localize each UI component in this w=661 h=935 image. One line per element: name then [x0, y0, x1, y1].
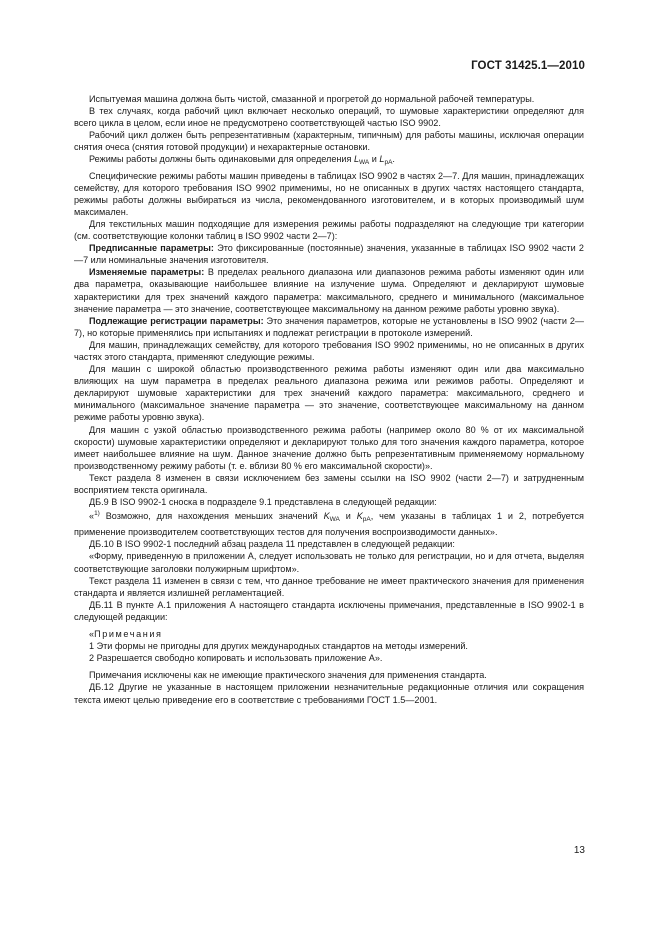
term-label: Подлежащие регистрации параметры:: [89, 315, 264, 326]
note-item: 2 Разрешается свободно копировать и использовать приложение А».: [89, 653, 383, 664]
paragraph: Предписанные параметры: Это фиксированные (постоянные) значения, указанные в таблицах ISO 9902 части 2—7 или номинальные значения изготовителя.: [74, 243, 584, 266]
paragraph: Примечания исключены как не имеющие практического значения для применения стандарта.: [89, 670, 487, 681]
document-body: [74, 93, 584, 706]
document-code-header: ГОСТ 31425.1—2010: [471, 60, 585, 72]
paragraph: ДБ.10 В ISO 9902-1 последний абзац раздела 11 представлен в следующей редакции:: [89, 539, 455, 550]
paragraph: Для машин, принадлежащих семейству, для которого требования ISO 9902 применимы, но не описанных в других частях этого стандарта, применяют следующие режимы.: [74, 339, 584, 362]
paragraph: ДБ.11 В пункте А.1 приложения А настоящего стандарта исключены примечания, представленные в ISO 9902-1 в следующей редакции:: [74, 599, 584, 622]
note-item: 1 Эти формы не пригодны для других международных стандартов на методы измерений.: [89, 641, 468, 652]
term-label: Предписанные параметры:: [89, 243, 214, 254]
note-heading: «Примечания: [89, 629, 163, 640]
paragraph: Режимы работы должны быть одинаковыми для определения $L_{WA}$ и $L_{pA}$.: [89, 154, 395, 167]
paragraph: Текст раздела 11 изменен в связи с тем, что данное требование не имеет практического значения для применения стандарта и является излишней регламентацией.: [74, 575, 584, 598]
paragraph: Испытуемая машина должна быть чистой, смазанной и прогретой до нормальной рабочей температуры.: [89, 94, 535, 104]
paragraph: ДБ.12 Другие не указанные в настоящем приложении незначительные редакционные отличия или сокращения текста имеют целью приведение его в соответствие с требованиями ГОСТ 1.5—2001.: [74, 682, 584, 705]
paragraph: В тех случаях, когда рабочий цикл включает несколько операций, то шумовые характеристики определяют для всего цикла в целом, если иное не предусмотрено соответствующей частью ISO 9902.: [74, 106, 584, 129]
paragraph: Специфические режимы работы машин приведены в таблицах ISO 9902 в частях 2—7. Для машин, принадлежащих семейству, для которого требования ISO 9902 применимы, но не описанных в других частях настоящего стандарта, режимы работы должны выбираться из числа, рекомендованного изготовителем, и в которых производимый шум максимален.: [74, 170, 584, 217]
paragraph: «$^{1)}$ Возможно, для нахождения меньших значений $K_{WA}$ и $K_{pA}$, чем указаны в таблицах 1 и 2, потребуется применение производителем соответствующих тестов для получения воспроизводимости данных».: [74, 510, 584, 538]
page-number: 13: [573, 845, 585, 856]
paragraph: Текст раздела 8 изменен в связи исключением без замены ссылки на ISO 9902 (части 2—7) и затрудненным восприятием текста оригинала.: [74, 472, 584, 495]
paragraph: Для машин с широкой областью производственного режима работы изменяют один или два максимально влияющих на шум параметра в пределах реального диапазона режима или режимов работы. Определяют и декларируют шумовые характеристики для трех значений каждого параметра: максимального, среднего и минимального (максимальное значение параметра — это значение, соответствующее максимальному на данном режиме работы уровню звука).: [74, 364, 584, 423]
paragraph: Подлежащие регистрации параметры: Это значения параметров, которые не установлены в ISO 9902 (части 2—7), но которые применялись при испытаниях и подлежат регистрации в протоколе измерений.: [74, 315, 584, 338]
term-label: Изменяемые параметры:: [89, 267, 205, 278]
paragraph: Изменяемые параметры: В пределах реального диапазона или диапазонов режима работы изменяют один или два параметра, оказывающие наибольшее влияние на излучение шума. Определяют и декларируют шумовые характеристики для трех значений каждого параметра: максимального, среднего и минимального (максимальное значение параметра — это значение, соответствующее максимальному на данном режиме работы уровню звука).: [74, 267, 584, 314]
paragraph: Для текстильных машин подходящие для измерения режимы работы подразделяют на следующие три категории (см. соответствующие колонки таблиц в ISO 9902 части 2—7):: [74, 218, 584, 242]
paragraph: ДБ.9 В ISO 9902-1 сноска в подразделе 9.1 представлена в следующей редакции:: [89, 497, 437, 508]
paragraph: Рабочий цикл должен быть репрезентативным (характерным, типичным) для работы машины, исключая операции снятия очеса (снятия готовой продукции) и нехарактерные остановки.: [74, 130, 584, 153]
paragraph: «Форму, приведенную в приложении А, следует использовать не только для регистрации, но и для отчета, выделяя соответствующие заголовки полужирным шрифтом».: [74, 551, 584, 574]
paragraph: Для машин с узкой областью производственного режима работы (например около 80 % от их максимальной скорости) шумовые характеристики определяют и декларируют только для того значения каждого параметра, которое имеет наибольшее влияние на шум. Данное значение должно быть репрезентативным применяемому нормальному производственному режиму работы (т. е. вблизи 80 % его максимальной скорости)».: [74, 424, 584, 471]
